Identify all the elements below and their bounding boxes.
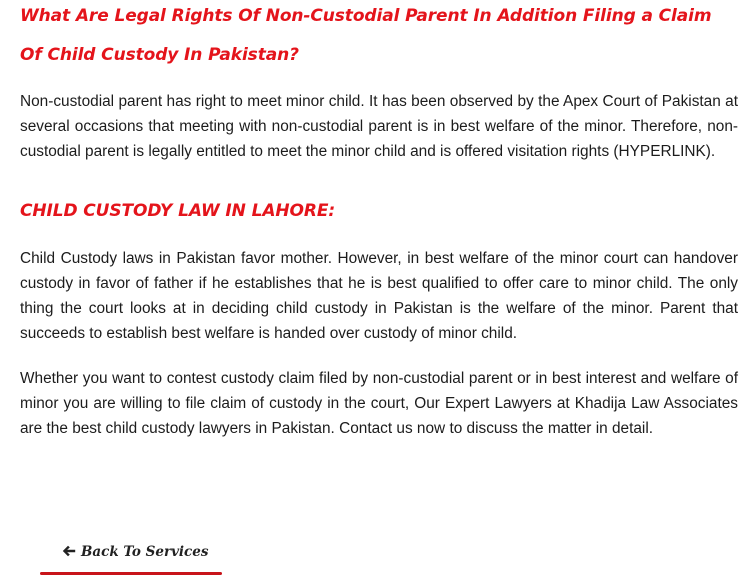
section-paragraph-1: Child Custody laws in Pakistan favor mother. However, in best welfare of the minor court can handover custody in favor of father if he establishes that he is best qualified to offer care to minor child. The only thing the court looks at in deciding child custody in Pakistan is the welfare of the minor. Parent that succeeds to establish best welfare is handed over custody of minor child.	[20, 250, 738, 342]
section-heading: CHILD CUSTODY LAW IN LAHORE:	[20, 201, 336, 221]
article-content	[20, 0, 738, 441]
intro-paragraph: Non-custodial parent has right to meet minor child. It has been observed by the Apex Court of Pakistan at several occasions that meeting with non-custodial parent is in best welfare of the minor. Therefore, non-custodial parent is legally entitled to meet the minor child and is offered visitation rights (HYPERLINK).	[20, 93, 738, 160]
back-to-services-button[interactable]	[40, 540, 222, 576]
arrow-left-icon	[62, 545, 76, 557]
section-paragraph-2: Whether you want to contest custody claim filed by non-custodial parent or in best interest and welfare of minor you are willing to file claim of custody in the court, Our Expert Lawyers at Khadija Law Associates are the best child custody lawyers in Pakistan. Contact us now to discuss the matter in detail.	[20, 370, 738, 437]
back-to-services-label: Back To Services	[81, 544, 209, 560]
back-link-underline	[40, 572, 222, 575]
article-title: What Are Legal Rights Of Non-Custodial Parent In Addition Filing a Claim Of Child Custody In Pakistan?	[20, 6, 712, 65]
back-to-services-content	[62, 544, 208, 560]
